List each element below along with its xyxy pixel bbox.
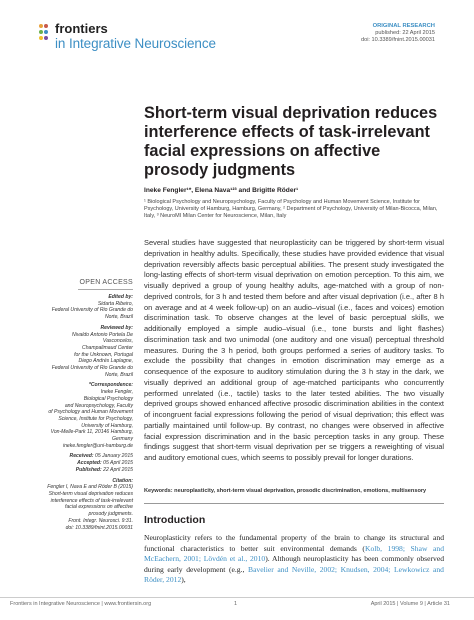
introduction-heading: Introduction [144,514,206,526]
correspondence-label: *Correspondence: [88,382,133,389]
citation-doi[interactable]: doi: 10.3389/fnint.2015.00031 [65,524,133,531]
published-date: published: 22 April 2015 [375,30,435,36]
keywords [144,488,444,494]
citation-line: facial expressions on affective [65,504,133,511]
citation-line: Fengler I, Nava E and Röder B (2015) [47,484,133,491]
reviewer-line: for the Unknown, Portugal [74,351,133,358]
footer-divider [0,597,474,598]
intro-text-1: Neuroplasticity refers to the fundamental property of the brain to change its structural and functional characteristics to better suit environmental demands ( [144,533,444,553]
introduction-paragraph [144,533,444,586]
page-number: 1 [234,601,238,607]
correspondence-line: of Psychology and Human Movement [48,409,133,416]
received-label: Received: [69,453,94,460]
edited-by-label: Edited by: [108,294,133,300]
published-date-side [22,467,133,474]
reviewer-line: Diego Andrés Laplagne, [78,358,133,365]
affiliation-text: ¹ Biological Psychology and Neuropsychology, Faculty of Psychology and Human Movement Science, Institute for Psychology, University of Hamburg, Hamburg, Germany, ² Department of Psychology, University of Milan-Bicocca, Milan, Italy, ³ NeuroMI Milan Center for Neuroscience, Milan, Italy [144,199,438,219]
article-meta [361,23,435,44]
correspondence-line: Von-Melle-Park 11, 20146 Hamburg, [50,429,133,436]
citation-link[interactable]: Kolb, 1998; Shaw and McEachern, 2001; Lövdén et al., 2010 [144,543,444,564]
correspondence-line: University of Hamburg, [81,422,133,429]
reviewer-line: Federal University of Rio Grande do [51,365,133,372]
accepted-date [22,460,133,467]
citation-line: Front. Integr. Neurosci. 9:31. [68,517,133,524]
footer-volume-info: April 2015 | Volume 9 | Article 31 [370,601,450,607]
citation-line: prosody judgments. [88,511,133,518]
authors[interactable]: Ineke Fengler¹*, Elena Nava¹²³ and Brigitte Röder¹ [144,187,299,194]
published-value: 22 April 2015 [103,466,133,473]
correspondence-line: Germany [112,436,133,443]
keywords-label: Keywords: [144,488,173,494]
reviewer-line: Nivaldo Antonio Portela De [72,331,133,338]
received-date [22,453,133,460]
frontiers-logo[interactable] [38,21,216,55]
abstract: Several studies have suggested that neuroplasticity can be triggered by short-term visual deprivation in healthy adults. Specifically, these studies have provided evidence that visual deprivation reversibly affects basic perceptual abilities. The present study investigated the long-lasting effects of short-term visual deprivation on emotion perception. To this aim, we visually deprived a group of young healthy adults, age-matched with a group of non-deprived controls, for 3 h and tested them before and after visual deprivation (i.e., after 8 h on average and at 4 week follow-up) on an audio–visual (i.e., faces and voices) emotion discrimination task. To observe changes at the level of basic perceptual skills, we additionally employed a simple audio–visual (i.e., tone bursts and light flashes) discrimination task and two unimodal (one auditory and one visual) perceptual threshold measures. During the 3 h period, both groups performed a series of auditory tasks. To exclude the possibility that changes in emotion discrimination may emerge as a consequence of the exposure to auditory stimulation during the 3 h stay in the dark, we visually deprived an additional group of age-matched participants who concurrently performed unrelated (i.e., tactile) tasks to the later tested abilities. The two visually deprived groups showed enhanced affective prosodic discrimination abilities in the context of incongruent facial expressions following the period of visual deprivation; this effect was partially maintained until follow-up. By contrast, no changes were observed in affective facial expression discrimination and in the basic perception tasks in any group. These findings suggest that short-term visual deprivation per se triggers a reweighting of visual and auditory emotional cues, which seems to possibly prevail for longer durations. [144,238,444,462]
correspondence-line: Ineke Fengler, [100,389,133,396]
affiliations [144,199,444,220]
citation-link[interactable]: Bavelier and Neville, 2002; Knudsen, 2004; Lewkowicz and Röder, 2012 [144,564,444,585]
article-type: ORIGINAL RESEARCH [372,23,435,29]
citation-line: Short-term visual deprivation reduces [48,490,133,497]
journal-name: in Integrative Neuroscience [55,36,216,51]
frontiers-dots-icon [38,23,52,51]
footer-journal-link[interactable]: Frontiers in Integrative Neuroscience | www.frontiersin.org [10,601,152,607]
open-access-label: OPEN ACCESS [79,279,133,286]
editor-line: Sidarta Ribeiro, [97,300,133,307]
accepted-value: 05 April 2015 [103,460,133,467]
editor-line: Norte, Brazil [104,314,133,321]
correspondence-email[interactable]: ineke.fengler@uni-hamburg.de [62,442,133,449]
reviewer-line: Norte, Brazil [104,371,133,378]
accepted-label: Accepted: [77,460,102,467]
correspondence-line: and Neuropsychology, Faculty [64,402,133,409]
reviewer-line: Champalimaud Center [82,344,133,351]
doi[interactable]: doi: 10.3389/fnint.2015.00031 [360,37,435,43]
intro-text-2: ). Although neuroplasticity has been commonly observed during early development (e.g., [144,554,444,574]
citation-line: interference effects of task-irrelevant [50,497,133,504]
keywords-text: neuroplasticity, short-term visual deprivation, prosodic discrimination, emotions, multisensory [174,488,427,494]
correspondence-line: Biological Psychology [83,395,133,402]
sidebar-info [22,294,133,531]
editor-line: Federal University of Rio Grande do [51,307,133,314]
brand-name: frontiers [55,21,108,36]
citation-label: Citation: [112,477,133,484]
received-value: 05 January 2015 [95,453,133,460]
reviewed-by-label: Reviewed by: [100,324,133,331]
correspondence-line: Science, Institute for Psychology, [58,415,133,422]
intro-text-3: ), [181,575,186,585]
sidebar-divider [78,289,133,290]
reviewer-line: Vasconcelos, [102,338,133,345]
article-title: Short-term visual deprivation reduces interference effects of task-irrelevant facial expressions on affective prosody judgments [144,104,438,179]
section-divider [144,503,444,504]
published-label: Published: [75,466,102,473]
